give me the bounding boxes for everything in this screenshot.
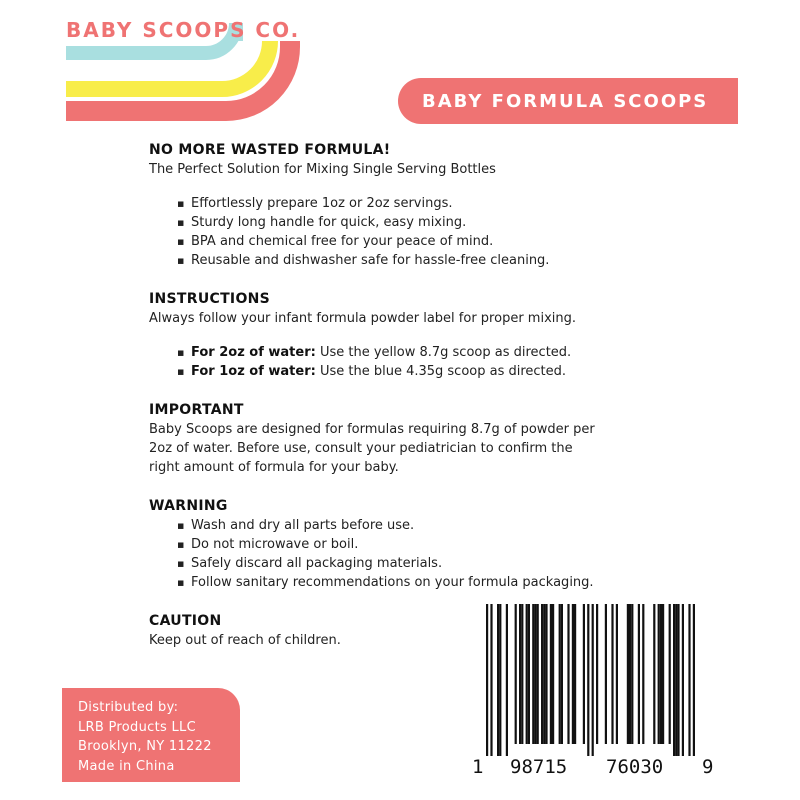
distributor-line: Made in China: [78, 758, 175, 774]
barcode-bar: [497, 604, 499, 756]
barcode-bar: [673, 604, 675, 756]
step-text: Use the blue 4.35g scoop as directed.: [315, 364, 567, 379]
barcode-bar: [528, 604, 530, 744]
barcode-bar: [682, 604, 684, 756]
barcode-bar: [552, 604, 554, 744]
warning-heading: WARNING: [149, 498, 228, 514]
barcode-bar: [532, 604, 534, 744]
barcode-bar: [519, 604, 521, 744]
barcode-bar: [653, 604, 655, 744]
step-label: For 2oz of water:: [191, 345, 316, 360]
barcode-bars-icon: [466, 604, 720, 756]
barcode-bar: [688, 604, 690, 756]
intro-heading: NO MORE WASTED FORMULA!: [149, 142, 391, 158]
list-item: ▪ BPA and chemical free for your peace of mind.: [149, 232, 709, 251]
list-item: ▪ Wash and dry all parts before use.: [149, 516, 709, 535]
barcode-bar: [545, 604, 547, 744]
barcode-bar: [567, 604, 569, 744]
barcode-bar: [587, 604, 589, 756]
label-content: [149, 140, 709, 650]
list-item: ▪ Reusable and dishwasher safe for hassle-free cleaning.: [149, 251, 709, 270]
barcode-bar: [616, 604, 618, 744]
barcode-bar: [572, 604, 574, 744]
barcode-bar: [658, 604, 660, 744]
barcode-bar: [583, 604, 585, 744]
warning-list: [149, 516, 709, 592]
barcode-bar: [693, 604, 695, 756]
important-line: right amount of formula for your baby.: [149, 460, 399, 475]
barcode-bar: [677, 604, 679, 756]
barcode-digits: [466, 756, 720, 786]
barcode-bar: [541, 604, 543, 744]
caution-heading: CAUTION: [149, 613, 222, 629]
distributor-line: Distributed by:: [78, 700, 179, 715]
important-heading: IMPORTANT: [149, 402, 244, 418]
list-item: ▪ Do not microwave or boil.: [149, 535, 709, 554]
list-item: ▪ Effortlessly prepare 1oz or 2oz servings.: [149, 194, 709, 213]
brand-name: BABY SCOOPS CO.: [66, 18, 301, 42]
list-item: [149, 343, 709, 362]
barcode-digit-group: 98715: [510, 756, 568, 778]
important-line: Baby Scoops are designed for formulas requiring 8.7g of powder per: [149, 422, 595, 437]
intro-subheading: The Perfect Solution for Mixing Single Serving Bottles: [149, 162, 496, 177]
distributor-line: Brooklyn, NY 11222: [78, 739, 212, 754]
barcode-bar: [537, 604, 539, 744]
barcode-bar: [596, 604, 598, 744]
product-title: BABY FORMULA SCOOPS: [422, 90, 709, 112]
list-item: ▪ Safely discard all packaging materials.: [149, 554, 709, 573]
barcode-bar: [611, 604, 613, 744]
barcode-bar: [605, 604, 607, 744]
barcode-bar: [660, 604, 662, 744]
important-line: 2oz of water. Before use, consult your pediatrician to confirm the: [149, 441, 573, 456]
barcode-bar: [526, 604, 528, 744]
barcode-bar: [534, 604, 536, 744]
upc-barcode: [466, 604, 720, 790]
distributor-line: LRB Products LLC: [78, 719, 196, 735]
instructions-text: Always follow your infant formula powder label for proper mixing.: [149, 311, 577, 326]
barcode-bar: [574, 604, 576, 744]
barcode-bar: [561, 604, 563, 744]
barcode-digit-group: 76030: [606, 756, 664, 778]
instructions-list: [149, 343, 709, 381]
barcode-bar: [506, 604, 508, 756]
feature-list: [149, 194, 709, 270]
barcode-bar: [638, 604, 640, 744]
barcode-bar: [669, 604, 671, 744]
step-label: For 1oz of water:: [191, 364, 316, 379]
barcode-bar: [592, 604, 594, 756]
barcode-bar: [642, 604, 644, 744]
distributor-box: [62, 688, 240, 782]
list-item: ▪ Sturdy long handle for quick, easy mixing.: [149, 213, 709, 232]
list-item: ▪ Follow sanitary recommendations on your formula packaging.: [149, 573, 709, 592]
barcode-bar: [631, 604, 633, 744]
barcode-bar: [662, 604, 664, 744]
caution-text: Keep out of reach of children.: [149, 633, 341, 648]
barcode-bar: [550, 604, 552, 744]
instructions-heading: INSTRUCTIONS: [149, 291, 271, 307]
barcode-bar: [627, 604, 629, 744]
barcode-bar: [559, 604, 561, 744]
barcode-bar: [515, 604, 517, 744]
barcode-digit-group: 9: [702, 756, 714, 778]
barcode-bar: [543, 604, 545, 744]
barcode-bar: [521, 604, 523, 744]
barcode-bar: [675, 604, 677, 756]
product-title-banner: [398, 78, 738, 124]
list-item: [149, 362, 709, 381]
barcode-bar: [629, 604, 631, 744]
barcode-bar: [490, 604, 492, 756]
barcode-bar: [486, 604, 488, 756]
barcode-bar: [499, 604, 501, 756]
barcode-digit-group: 1: [472, 756, 484, 778]
step-text: Use the yellow 8.7g scoop as directed.: [315, 345, 572, 360]
